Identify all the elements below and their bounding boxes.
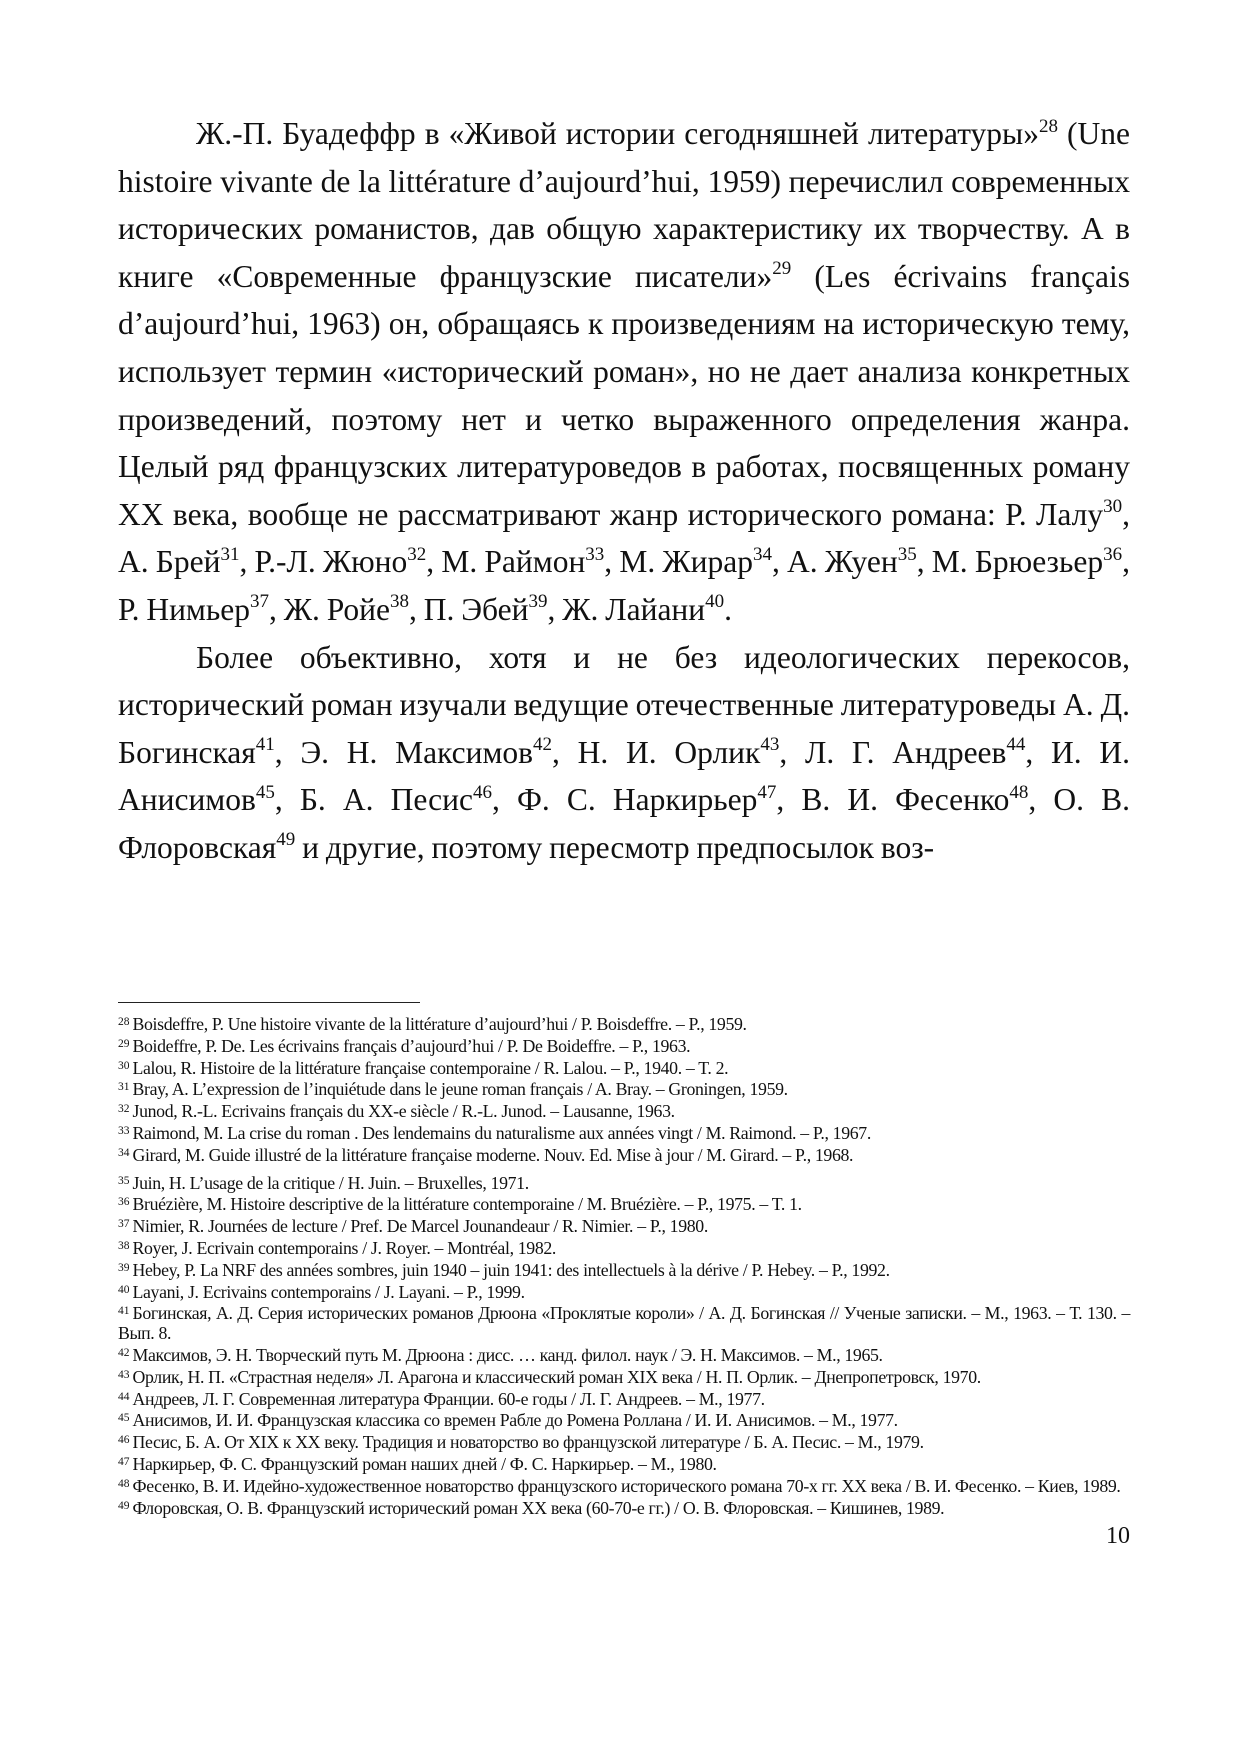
- footnote-number: 31: [118, 1081, 130, 1094]
- footnote-number: 44: [118, 1390, 130, 1403]
- paragraph-text: , Ж. Ройе: [268, 591, 391, 627]
- footnote-number: 35: [118, 1174, 130, 1187]
- paragraph-text: (Les écrivains français d’aujourd’hui, 1963) он, обращаясь к произведениям на историческую тему, использует термин «исторический роман», но не дает анализа конкретных произведений, поэтому нет и четко выраженного определения жанра. Целый ряд французских литературоведов в работах, посвященных роману XX века, вообще не рассматривают жанр исторического романа: Р. Лалу: [118, 258, 1130, 532]
- footnote-number: 45: [118, 1412, 130, 1425]
- footnote: [118, 1193, 1130, 1215]
- paragraph-text: Ж.-П. Буадеффр в «Живой истории сегодняшней литературы»: [196, 116, 1039, 151]
- paragraph-text: , И. И. Анисимов: [118, 734, 1131, 818]
- footnote-number: 38: [118, 1239, 130, 1252]
- footnote-number: 30: [118, 1059, 130, 1072]
- paragraph-text: , А. Брей: [118, 496, 1130, 580]
- footnote-reference[interactable]: 35: [897, 543, 917, 565]
- page-number: 10: [1106, 1523, 1130, 1549]
- paragraph-text: , М. Жирар: [604, 544, 753, 580]
- footnote: [118, 1388, 1130, 1410]
- footnote-number: 41: [118, 1305, 130, 1318]
- footnote-number: 28: [118, 1016, 130, 1028]
- footnote: [118, 1172, 1130, 1194]
- footnote-reference[interactable]: 44: [1006, 734, 1026, 756]
- footnote-text: Песис, Б. А. От XIX к XX веку. Традиция и новаторство во французской литературе / Б. А. Песис. – М., 1979.: [132, 1432, 924, 1453]
- footnote-text: Андреев, Л. Г. Современная литература Франции. 60-е годы / Л. Г. Андреев. – М., 1977.: [132, 1388, 765, 1409]
- footnote: [118, 1409, 1130, 1431]
- footnote-text: Juin, H. L’usage de la critique / H. Juin. – Bruxelles, 1971.: [132, 1172, 529, 1193]
- footnote-text: Анисимов, И. И. Французская классика со времен Рабле до Ромена Роллана / И. И. Анисимов. – М., 1977.: [132, 1410, 898, 1431]
- footnote-number: 34: [118, 1146, 130, 1159]
- footnote-reference[interactable]: 36: [1103, 543, 1123, 565]
- footnote-text: Наркирьер, Ф. С. Французский роман наших дней / Ф. С. Наркирьер. – М., 1980.: [132, 1453, 717, 1474]
- footnote-reference[interactable]: 39: [528, 591, 548, 613]
- footnote: [118, 1259, 1130, 1281]
- paragraph-text: , О. В. Флоровская: [118, 782, 1130, 865]
- footnote-text: Lalou, R. Histoire de la littérature française contemporaine / R. Lalou. – P., 1940. – T. 2.: [132, 1057, 729, 1078]
- footnote-reference[interactable]: 46: [473, 781, 492, 803]
- footnote-text: Girard, M. Guide illustré de la littérature française moderne. Nouv. Ed. Mise à jour / M. Girard. – P., 1968.: [132, 1144, 854, 1165]
- footnote-text: Фесенко, В. И. Идейно-художественное новаторство французского исторического романа 70-х гг. XX века / В. И. Фесенко. – Киев, 1989.: [132, 1475, 1121, 1496]
- paragraph-text: , В. И. Фесенко: [776, 782, 1010, 818]
- paragraph-text: , Р. Нимьер: [118, 544, 1130, 627]
- footnote: [118, 1431, 1130, 1453]
- paragraph: [118, 634, 1130, 872]
- footnote: [118, 1144, 1130, 1166]
- footnote-number: 48: [118, 1477, 130, 1490]
- footnote-text: Raimond, M. La crise du roman . Des lendemains du naturalisme aux années vingt / M. Raimond. – P., 1967.: [132, 1122, 871, 1143]
- footnote: [118, 1013, 1130, 1035]
- paragraph-text: , Ф. С. Наркирьер: [492, 782, 758, 818]
- footnote: [118, 1035, 1130, 1057]
- paragraph-text: , М. Раймон: [426, 544, 586, 580]
- footnote: [118, 1366, 1130, 1388]
- footnote-text: Богинская, А. Д. Серия исторических романов Дрюона «Проклятые короли» / А. Д. Богинская // Ученые записки. – М., 1963. – Т. 130. – Вып. 8.: [118, 1303, 1130, 1344]
- footnote-number: 33: [118, 1124, 130, 1137]
- footnote: [118, 1237, 1130, 1259]
- footnote-reference[interactable]: 28: [1038, 115, 1058, 137]
- footnote-text: Nimier, R. Journées de lecture / Pref. De Marcel Jounandeaur / R. Nimier. – P., 1980.: [132, 1216, 708, 1237]
- footnote-reference[interactable]: 47: [757, 781, 777, 803]
- footnote-reference[interactable]: 31: [220, 543, 240, 565]
- footnote: [118, 1281, 1130, 1303]
- paragraph: [118, 110, 1130, 634]
- paragraph-text: , П. Эбей: [409, 591, 529, 627]
- paragraph-text: , А. Жуен: [771, 544, 898, 580]
- footnote-number: 47: [118, 1455, 130, 1468]
- paragraph-text: Более объективно, хотя и не без идеологических перекосов, исторический роман изучали ведущие отечественные литературоведы А. Д. Богинская: [118, 639, 1130, 770]
- footnote-reference[interactable]: 32: [407, 543, 427, 565]
- footnote: [118, 1344, 1130, 1366]
- footnote-number: 32: [118, 1103, 130, 1116]
- footnote-reference[interactable]: 29: [772, 258, 792, 280]
- paragraph-text: , Р.-Л. Жюно: [239, 544, 408, 580]
- footnote-separator: [118, 1002, 420, 1003]
- footnote: [118, 1302, 1130, 1344]
- footnote: [118, 1100, 1130, 1122]
- footnote-number: 37: [118, 1218, 130, 1231]
- footnote-text: Boideffre, P. De. Les écrivains français d’aujourd’hui / P. De Boideffre. – P., 1963.: [132, 1035, 691, 1056]
- paragraph-text: , Э. Н. Максимов: [274, 734, 534, 770]
- footnote: [118, 1497, 1130, 1519]
- footnote-reference[interactable]: 41: [255, 734, 275, 756]
- footnote-reference[interactable]: 48: [1009, 781, 1029, 803]
- footnote-number: 39: [118, 1261, 130, 1274]
- footnote-text: Bruézière, M. Histoire descriptive de la littérature contemporaine / M. Bruézière. – P., 1975. – T. 1.: [132, 1194, 802, 1215]
- footnote: [118, 1078, 1130, 1100]
- paragraph-text: .: [724, 591, 733, 627]
- footnote-number: 46: [118, 1434, 130, 1447]
- footnote-reference[interactable]: 30: [1103, 496, 1123, 518]
- footnote: [118, 1057, 1130, 1079]
- footnote: [118, 1122, 1130, 1144]
- footnote-number: 36: [118, 1196, 130, 1209]
- footnote-reference[interactable]: 38: [390, 591, 410, 613]
- footnotes: [118, 1013, 1130, 1518]
- footnote-reference[interactable]: 40: [705, 591, 725, 613]
- footnote-reference[interactable]: 33: [585, 543, 605, 565]
- paragraph-text: , Б. А. Песис: [274, 782, 473, 818]
- footnote-number: 40: [118, 1283, 130, 1296]
- footnote-text: Royer, J. Ecrivain contemporains / J. Royer. – Montréal, 1982.: [132, 1237, 557, 1258]
- footnote-reference[interactable]: 45: [255, 781, 275, 803]
- paragraph-text: , М. Брюезьер: [916, 544, 1104, 580]
- footnote-number: 29: [118, 1037, 130, 1050]
- footnote-reference[interactable]: 37: [249, 591, 269, 613]
- footnote-text: Junod, R.-L. Ecrivains français du XX-e siècle / R.-L. Junod. – Lausanne, 1963.: [132, 1101, 675, 1122]
- footnote: [118, 1475, 1130, 1497]
- footnote-text: Bray, A. L’expression de l’inquiétude dans le jeune roman français / A. Bray. – Groningen, 1959.: [132, 1079, 788, 1100]
- footnote-reference[interactable]: 34: [752, 543, 772, 565]
- footnote-text: Флоровская, О. В. Французский исторический роман XX века (60-70-е гг.) / О. В. Флоровская. – Кишинев, 1989.: [132, 1497, 945, 1518]
- footnote-text: Boisdeffre, P. Une histoire vivante de la littérature d’aujourd’hui / P. Boisdeffre. – P., 1959.: [132, 1014, 747, 1034]
- footnote-reference[interactable]: 43: [760, 734, 780, 756]
- footnote-text: Орлик, Н. П. «Страстная неделя» Л. Арагона и классический роман XIX века / Н. П. Орлик. – Днепропетровск, 1970.: [132, 1366, 981, 1387]
- paragraph-text: , Л. Г. Андреев: [779, 734, 1007, 770]
- footnote-number: 42: [118, 1346, 130, 1359]
- footnote-number: 49: [118, 1499, 130, 1512]
- paragraph-text: , Н. И. Орлик: [552, 734, 761, 770]
- footnote: [118, 1453, 1130, 1475]
- footnote: [118, 1215, 1130, 1237]
- footnote-number: 43: [118, 1368, 130, 1381]
- paragraph-text: и другие, поэтому пересмотр предпосылок воз-: [295, 829, 935, 865]
- footnote-reference[interactable]: 42: [533, 734, 553, 756]
- footnote-text: Hebey, P. La NRF des années sombres, juin 1940 – juin 1941: des intellectuels à la dérive / P. Hebey. – P., 1992.: [132, 1259, 890, 1280]
- footnote-text: Максимов, Э. Н. Творческий путь М. Дрюона : дисс. … канд. филол. наук / Э. Н. Максимов. – М., 1965.: [132, 1344, 883, 1365]
- footnote-reference[interactable]: 49: [276, 829, 296, 851]
- paragraph-text: (Une histoire vivante de la littérature d’aujourd’hui, 1959) перечислил современных исторических романистов, дав общую характеристику их творчеству. А в книге «Современные французские писатели»: [118, 116, 1130, 294]
- footnote-text: Layani, J. Ecrivains contemporains / J. Layani. – P., 1999.: [132, 1281, 525, 1302]
- paragraph-text: , Ж. Лайани: [547, 591, 706, 627]
- main-text: [118, 110, 1130, 872]
